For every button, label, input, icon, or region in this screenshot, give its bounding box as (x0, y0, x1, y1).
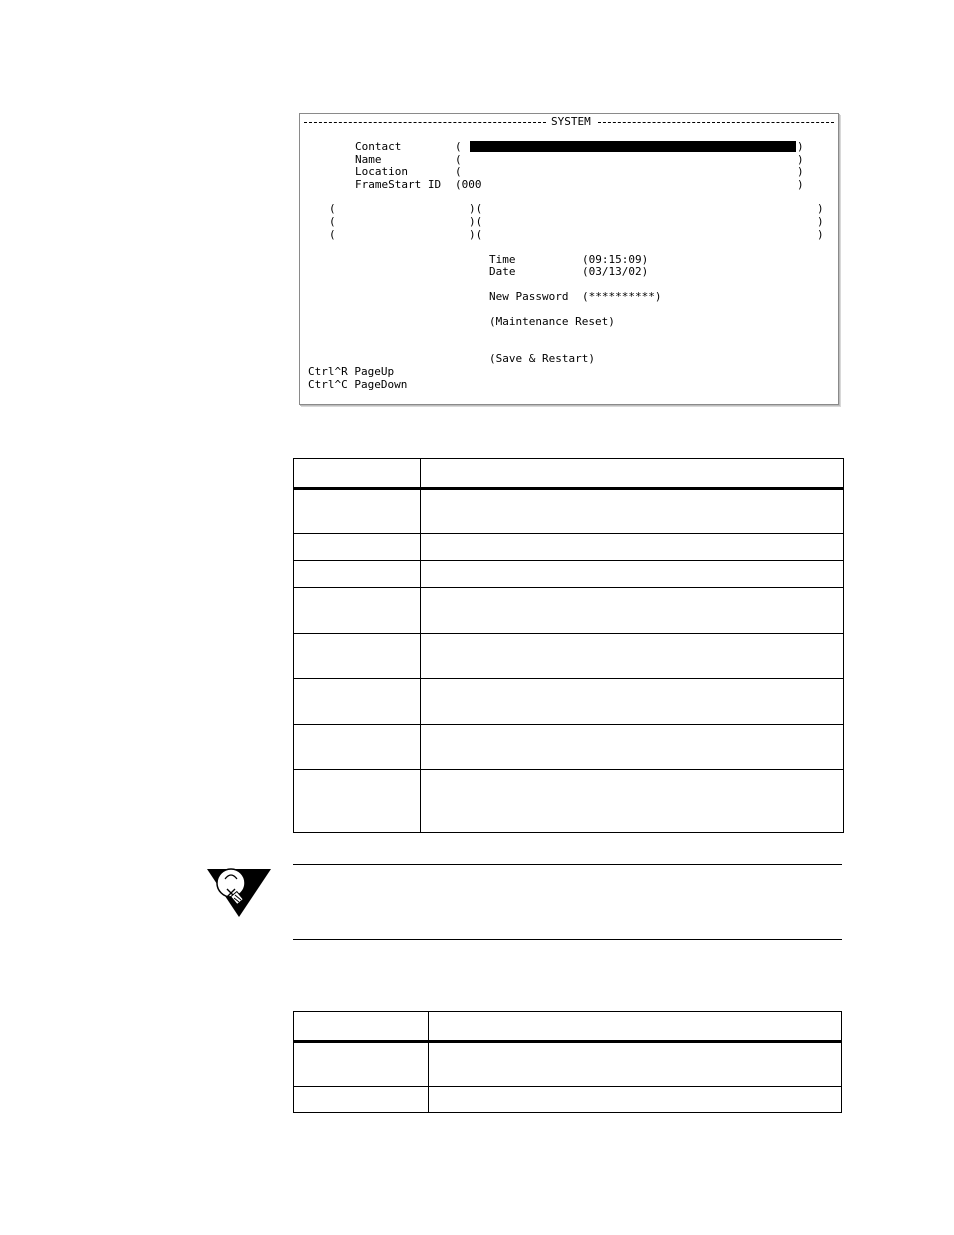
page-down-hint: Ctrl^C PageDown (308, 378, 408, 391)
location-close: ) (797, 165, 804, 178)
table-row (294, 534, 844, 561)
table-row (294, 1087, 842, 1113)
table-row (294, 1042, 842, 1087)
location-input[interactable]: ( (455, 165, 462, 178)
bracket-row-1-right: ) (817, 202, 824, 215)
table-cell (294, 679, 421, 725)
time-label: Time (489, 253, 516, 266)
note-top-rule (293, 864, 842, 865)
contact-open: ( (455, 140, 469, 153)
table-cell (428, 1042, 841, 1087)
name-input[interactable]: ( (455, 153, 462, 166)
table-cell (420, 634, 843, 679)
name-label: Name (355, 153, 382, 166)
table-header-cell (428, 1012, 841, 1042)
secondary-options-table (293, 1011, 842, 1113)
framestart-id-close: ) (797, 178, 804, 191)
table-header-cell (420, 459, 843, 489)
date-label: Date (489, 265, 516, 278)
table-cell (294, 1042, 429, 1087)
contact-input[interactable] (470, 141, 796, 152)
table-row (294, 725, 844, 770)
contact-close: ) (797, 140, 804, 153)
table-header-row (294, 459, 844, 489)
framestart-id-input[interactable]: (000 (455, 178, 482, 191)
table-cell (420, 679, 843, 725)
date-input[interactable]: (03/13/02) (582, 265, 649, 278)
framestart-id-label: FrameStart ID (355, 178, 442, 191)
bracket-row-2-mid[interactable]: )( (469, 215, 483, 228)
table-row (294, 588, 844, 634)
table-header-row (294, 1012, 842, 1042)
table-cell (420, 725, 843, 770)
save-restart-button[interactable]: (Save & Restart) (489, 352, 595, 365)
bracket-row-3-right: ) (817, 228, 824, 241)
table-row (294, 770, 844, 833)
note-bottom-rule (293, 939, 842, 940)
table-cell (420, 770, 843, 833)
table-cell (294, 725, 421, 770)
lightbulb-note-icon (205, 867, 273, 924)
table-cell (294, 770, 421, 833)
new-password-input[interactable]: (**********) (582, 290, 662, 303)
table-row (294, 634, 844, 679)
table-cell (294, 588, 421, 634)
new-password-label: New Password (489, 290, 569, 303)
table-header-cell (294, 1012, 429, 1042)
title-rule-left (304, 122, 546, 123)
table-row (294, 489, 844, 534)
time-input[interactable]: (09:15:09) (582, 253, 649, 266)
table-cell (420, 534, 843, 561)
location-label: Location (355, 165, 408, 178)
bracket-row-3-mid[interactable]: )( (469, 228, 483, 241)
page-up-hint: Ctrl^R PageUp (308, 365, 395, 378)
bracket-row-1-left[interactable]: ( (329, 202, 336, 215)
table-cell (294, 489, 421, 534)
name-close: ) (797, 153, 804, 166)
table-row (294, 561, 844, 588)
system-options-table (293, 458, 844, 833)
table-cell (294, 634, 421, 679)
bracket-row-3-left[interactable]: ( (329, 228, 336, 241)
table-cell (294, 561, 421, 588)
table-cell (294, 1087, 429, 1113)
table-cell (420, 489, 843, 534)
table-row (294, 679, 844, 725)
table-cell (420, 588, 843, 634)
table-cell (294, 534, 421, 561)
title-rule-right (598, 122, 834, 123)
bracket-row-2-left[interactable]: ( (329, 215, 336, 228)
table-header-cell (294, 459, 421, 489)
system-terminal-screen (299, 113, 839, 405)
bracket-row-2-right: ) (817, 215, 824, 228)
bracket-row-1-mid[interactable]: )( (469, 202, 483, 215)
table-cell (428, 1087, 841, 1113)
maintenance-reset-button[interactable]: (Maintenance Reset) (489, 315, 615, 328)
table-cell (420, 561, 843, 588)
screen-title: SYSTEM (548, 115, 594, 128)
contact-label: Contact (355, 140, 402, 153)
